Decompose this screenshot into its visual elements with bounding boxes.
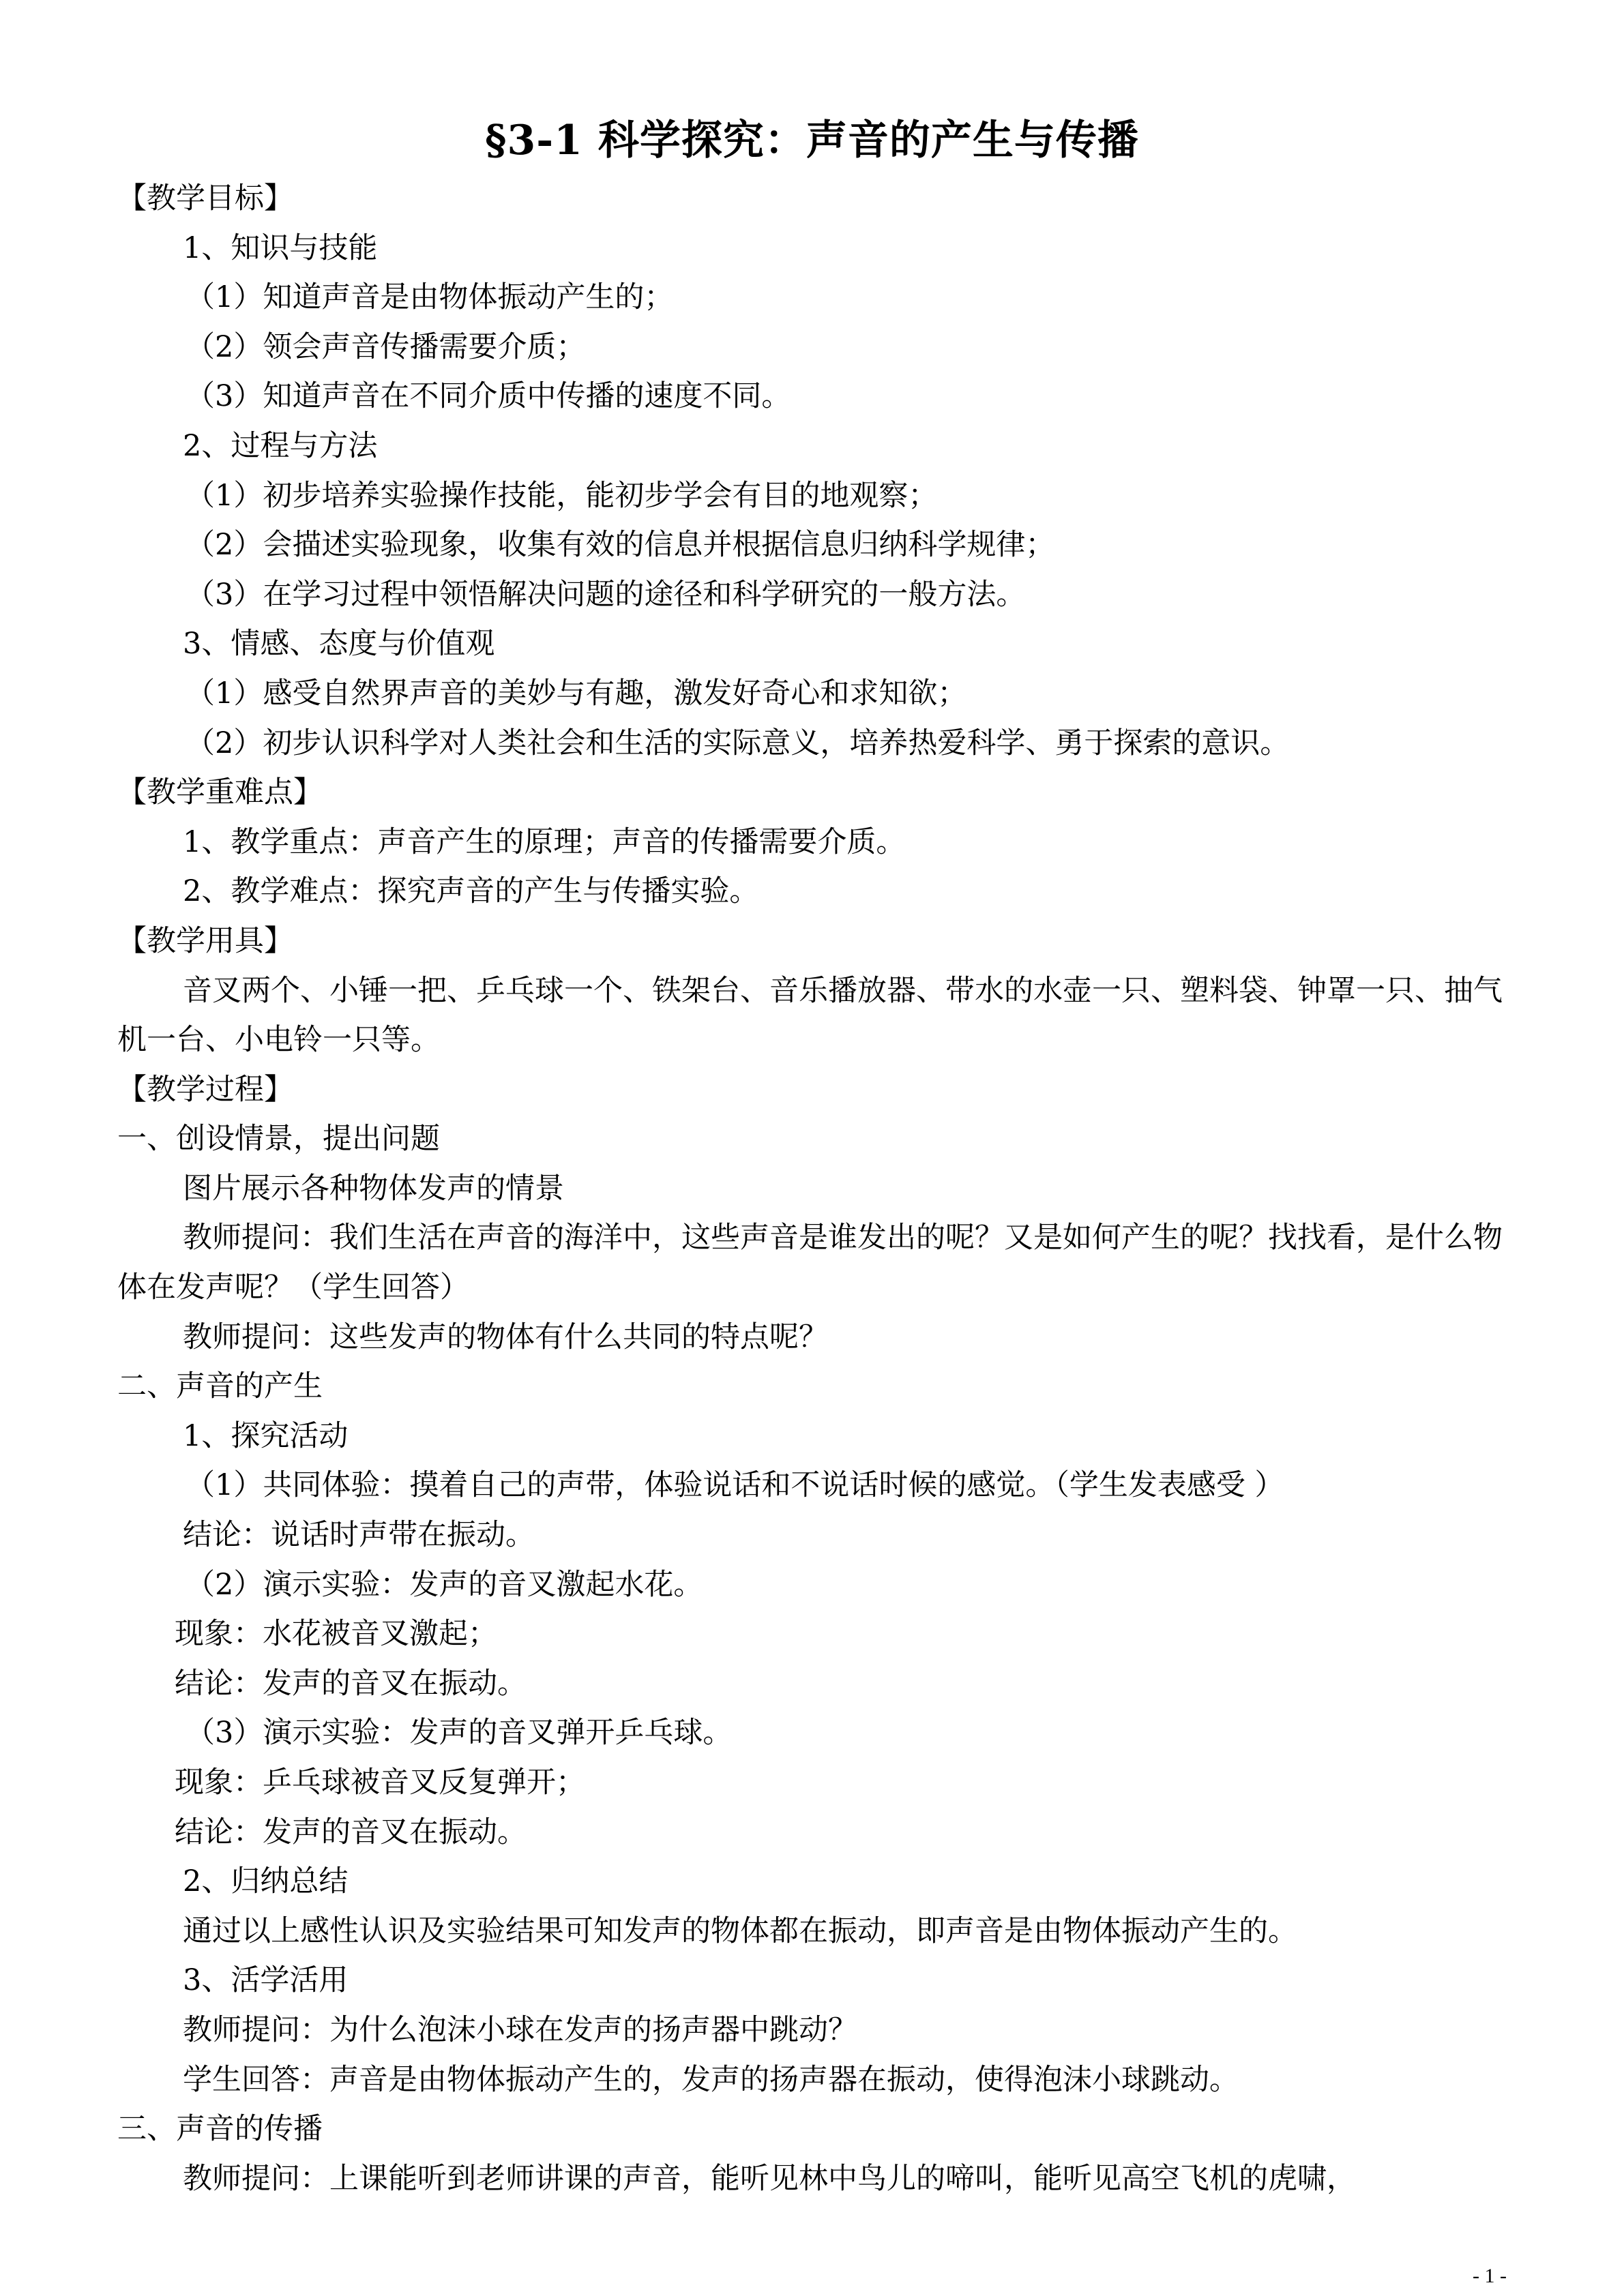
part1-line: 图片展示各种物体发声的情景 bbox=[183, 1171, 564, 1206]
experiment-conclusion: 结论：发声的音叉在振动。 bbox=[175, 1666, 527, 1701]
document-body bbox=[117, 174, 1509, 2203]
process-header: 【教学过程】 bbox=[117, 1072, 293, 1107]
experiment-item: （2）演示实验：发声的音叉激起水花。 bbox=[186, 1567, 703, 1602]
objective-group-heading: 3、情感、态度与价值观 bbox=[183, 627, 495, 661]
objective-item: （1）初步培养实验操作技能，能初步学会有目的地观察； bbox=[186, 478, 938, 513]
experiment-item: （3）演示实验：发声的音叉弹开乒乓球。 bbox=[186, 1716, 733, 1750]
part2-subheading: 2、归纳总结 bbox=[183, 1864, 349, 1899]
experiment-conclusion: 结论：说话时声带在振动。 bbox=[183, 1518, 535, 1553]
objective-item: （3）在学习过程中领悟解决问题的途径和科学研究的一般方法。 bbox=[186, 577, 1026, 612]
experiment-item: （1）共同体验：摸着自己的声带，体验说话和不说话时候的感觉。（学生发表感受 ） bbox=[186, 1468, 1284, 1503]
key-point-item: 1、教学重点：声音产生的原理；声音的传播需要介质。 bbox=[183, 824, 906, 859]
key-points-header: 【教学重难点】 bbox=[117, 775, 323, 810]
part2-subheading: 1、探究活动 bbox=[183, 1418, 349, 1453]
part2-subheading: 3、活学活用 bbox=[183, 1963, 349, 1998]
part1-line: 教师提问：我们生活在声音的海洋中，这些声音是谁发出的呢？又是如何产生的呢？找找看，是什么物体在发声呢？（学生回答） bbox=[117, 1221, 1503, 1305]
objective-item: （2）领会声音传播需要介质； bbox=[186, 329, 586, 364]
experiment-conclusion: 结论：发声的音叉在振动。 bbox=[175, 1815, 527, 1849]
part3-heading: 三、声音的传播 bbox=[117, 2112, 323, 2147]
tools-header: 【教学用具】 bbox=[117, 923, 293, 958]
experiment-phenomenon: 现象：水花被音叉激起； bbox=[175, 1617, 497, 1652]
student-answer: 学生回答：声音是由物体振动产生的，发声的扬声器在振动，使得泡沫小球跳动。 bbox=[183, 2062, 1239, 2097]
objective-item: （2）初步认识科学对人类社会和生活的实际意义，培养热爱科学、勇于探索的意识。 bbox=[186, 726, 1290, 760]
objective-item: （3）知道声音在不同介质中传播的速度不同。 bbox=[186, 379, 791, 414]
part1-line: 教师提问：这些发声的物体有什么共同的特点呢？ bbox=[183, 1320, 828, 1354]
tools-text: 音叉两个、小锤一把、乒乓球一个、铁架台、音乐播放器、带水的水壶一只、塑料袋、钟罩一只、抽气机一台、小电铃一只等。 bbox=[117, 973, 1503, 1058]
objectives-header: 【教学目标】 bbox=[117, 181, 293, 215]
part1-heading: 一、创设情景，提出问题 bbox=[117, 1122, 440, 1157]
experiment-phenomenon: 现象：乒乓球被音叉反复弹开； bbox=[175, 1765, 585, 1800]
objective-group-heading: 1、知识与技能 bbox=[183, 230, 378, 265]
objective-item: （2）会描述实验现象，收集有效的信息并根据信息归纳科学规律； bbox=[186, 528, 1055, 563]
objective-item: （1）知道声音是由物体振动产生的； bbox=[186, 280, 674, 315]
page-number: - 1 - bbox=[1473, 2265, 1507, 2287]
teacher-question: 教师提问：上课能听到老师讲课的声音，能听见林中鸟儿的啼叫，能听见高空飞机的虎啸， bbox=[183, 2161, 1356, 2196]
part2-heading: 二、声音的产生 bbox=[117, 1369, 323, 1404]
page-title: §3-1 科学探究：声音的产生与传播 bbox=[485, 117, 1139, 164]
objective-item: （1）感受自然界声音的美妙与有趣，激发好奇心和求知欲； bbox=[186, 676, 967, 711]
key-point-item: 2、教学难点：探究声音的产生与传播实验。 bbox=[183, 874, 759, 909]
teacher-question: 教师提问：为什么泡沫小球在发声的扬声器中跳动？ bbox=[183, 2012, 857, 2047]
summary-text: 通过以上感性认识及实验结果可知发声的物体都在振动，即声音是由物体振动产生的。 bbox=[183, 1913, 1297, 1948]
objective-group-heading: 2、过程与方法 bbox=[183, 428, 378, 463]
